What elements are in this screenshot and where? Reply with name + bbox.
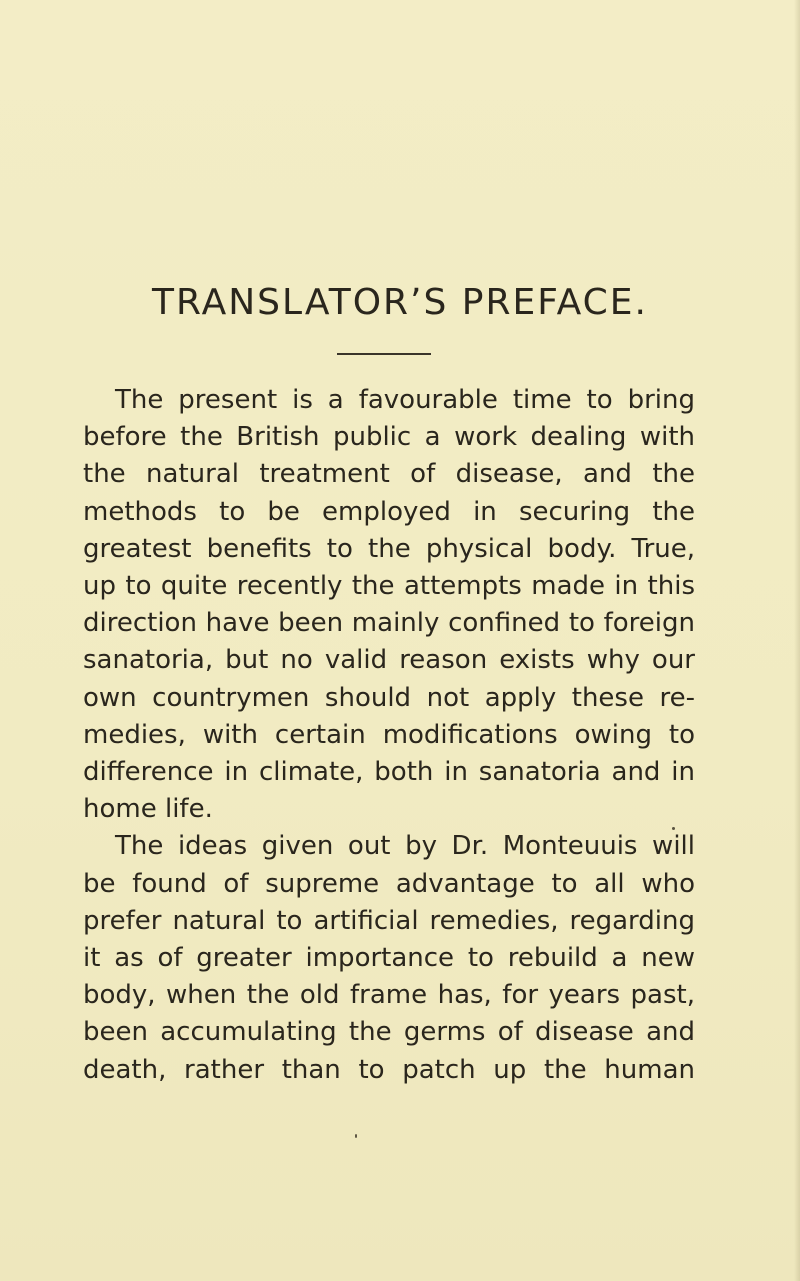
- text-line: sanatoria, but no valid reason exists why our: [83, 645, 695, 676]
- paper-speck: [355, 1134, 357, 1138]
- page-edge-shadow: [794, 0, 800, 1281]
- text-line: the natural treatment of disease, and the: [83, 459, 695, 490]
- text-line: The present is a favourable time to bring: [115, 385, 695, 415]
- text-line: medies, with certain modifications owing to: [83, 719, 695, 750]
- text-line: prefer natural to artificial remedies, regarding: [83, 905, 695, 936]
- text-line: before the British public a work dealing with: [83, 422, 695, 453]
- page-title: TRANSLATOR’S PREFACE.: [152, 282, 648, 323]
- text-line: body, when the old frame has, for years past,: [83, 980, 695, 1011]
- text-line: been accumulating the germs of disease and: [83, 1017, 695, 1048]
- preface-text: [83, 382, 695, 1089]
- text-line: The ideas given out by Dr. Monteuuis will: [115, 831, 695, 862]
- paper-speck: [672, 827, 675, 830]
- title-divider: [337, 353, 431, 355]
- text-line: be found of supreme advantage to all who: [83, 868, 695, 899]
- paragraph-2: [83, 828, 695, 1088]
- text-line: it as of greater importance to rebuild a new: [83, 943, 695, 974]
- text-line: direction have been mainly confined to foreign: [83, 608, 695, 639]
- text-line: own countrymen should not apply these re-: [83, 682, 695, 713]
- text-line: up to quite recently the attempts made in this: [83, 571, 695, 602]
- text-line: methods to be employed in securing the: [83, 496, 695, 527]
- text-line: home life.: [83, 794, 213, 825]
- paragraph-1: [83, 382, 695, 828]
- text-line: difference in climate, both in sanatoria and in: [83, 757, 695, 788]
- text-line: death, rather than to patch up the human: [83, 1054, 695, 1085]
- text-line: greatest benefits to the physical body. True,: [83, 533, 695, 564]
